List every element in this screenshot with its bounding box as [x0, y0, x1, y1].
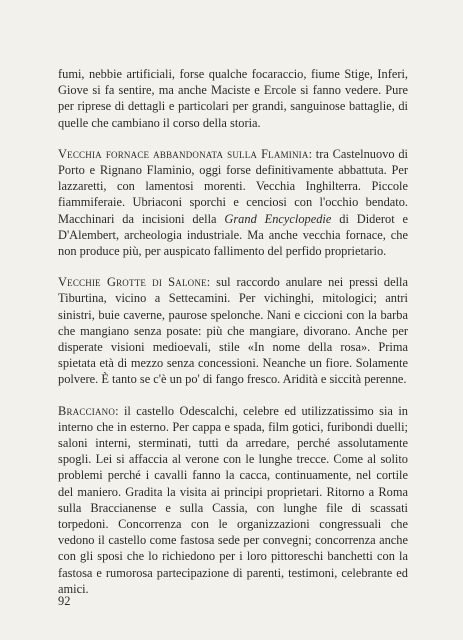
entry-text: sul raccordo anulare nei pressi della Tiburtina, vicino a Settecamini. Per vichinghi, mitologici; antri sinistri, buie caverne, paurose spelonche. Nani e ciccioni con la barba che mangiano senza posate: più che mangiare, divorano. Anche per disperate visioni medioevali, stile «In nome della rosa». Prima spietata età di mezzo senza concessioni. Neanche un fiore. Solamente polvere. È tanto se c'è un po' di fango fresco. Aridità e siccità perenne.	[58, 275, 408, 387]
entry-heading: Bracciano	[58, 403, 116, 418]
page-number: 92	[58, 594, 71, 608]
entry-heading-colon: :	[308, 146, 313, 161]
entry-heading-colon: :	[115, 403, 119, 418]
entry-text: il castello Odescalchi, celebre ed utilizzatissimo sia in interno che in esterno. Per cappa e spada, film gotici, furibondi duelli; saloni interni, sterminati, tutti da arredare, perché assolutamente spogli. Lei si affaccia al verone con le lunghe trecce. Come al solito problemi perché i cavalli fanno la cacca, continuamente, nel cortile del maniero. Gradita la visita ai principi proprietari. Ritorno a Roma sulla Braccianense e sulla Cassia, con lunghe file di scassati torpedoni. Concorrenza con le organizzazioni congressuali che vedono il castello come fastosa sede per convegni; concorrenza anche con gli sposi che lo richiedono per i loro pittoreschi banchetti con la fastosa e rumorosa partecipazione di parenti, testimoni, celebrante ed amici.	[58, 403, 408, 596]
paragraph-text: fumi, nebbie artificiali, forse qualche focaraccio, fiume Stige, Inferi, Giove si fa sentire, ma anche Maciste e Ercole si fanno vedere. Pure per riprese di dettagli e particolari per grandi, sanguinose battaglie, di quelle che cambiano il corso della storia.	[58, 67, 408, 130]
paragraph-continuation	[58, 66, 408, 131]
entry-italic-title: Grand Encyclopedie	[224, 211, 332, 226]
entry-fornace-flaminia	[58, 146, 408, 259]
page-body	[58, 66, 408, 597]
entry-heading-colon: :	[206, 275, 211, 290]
entry-heading: Vecchie Grotte di Salone	[58, 275, 207, 290]
entry-text: tra Castelnuovo di Porto e Rignano Flaminio, oggi forse definitivamente abbattuta. Per lazzaretti, con lamentosi morenti. Vecchia Inghilterra. Piccole fiammiferaie. Ubriaconi sporchi e cenciosi con l'occhio bendato. Macchinari da incisioni della	[58, 146, 408, 226]
entry-bracciano	[58, 403, 408, 597]
entry-heading: Vecchia fornace abbandonata sulla Flaminia	[58, 146, 309, 161]
entry-grotte-salone	[58, 274, 408, 387]
entry-text-continued: di Diderot e D'Alembert, archeologia industriale. Ma anche vecchia fornace, che non produce più, per auspicato fallimento del perfido proprietario.	[58, 211, 409, 259]
